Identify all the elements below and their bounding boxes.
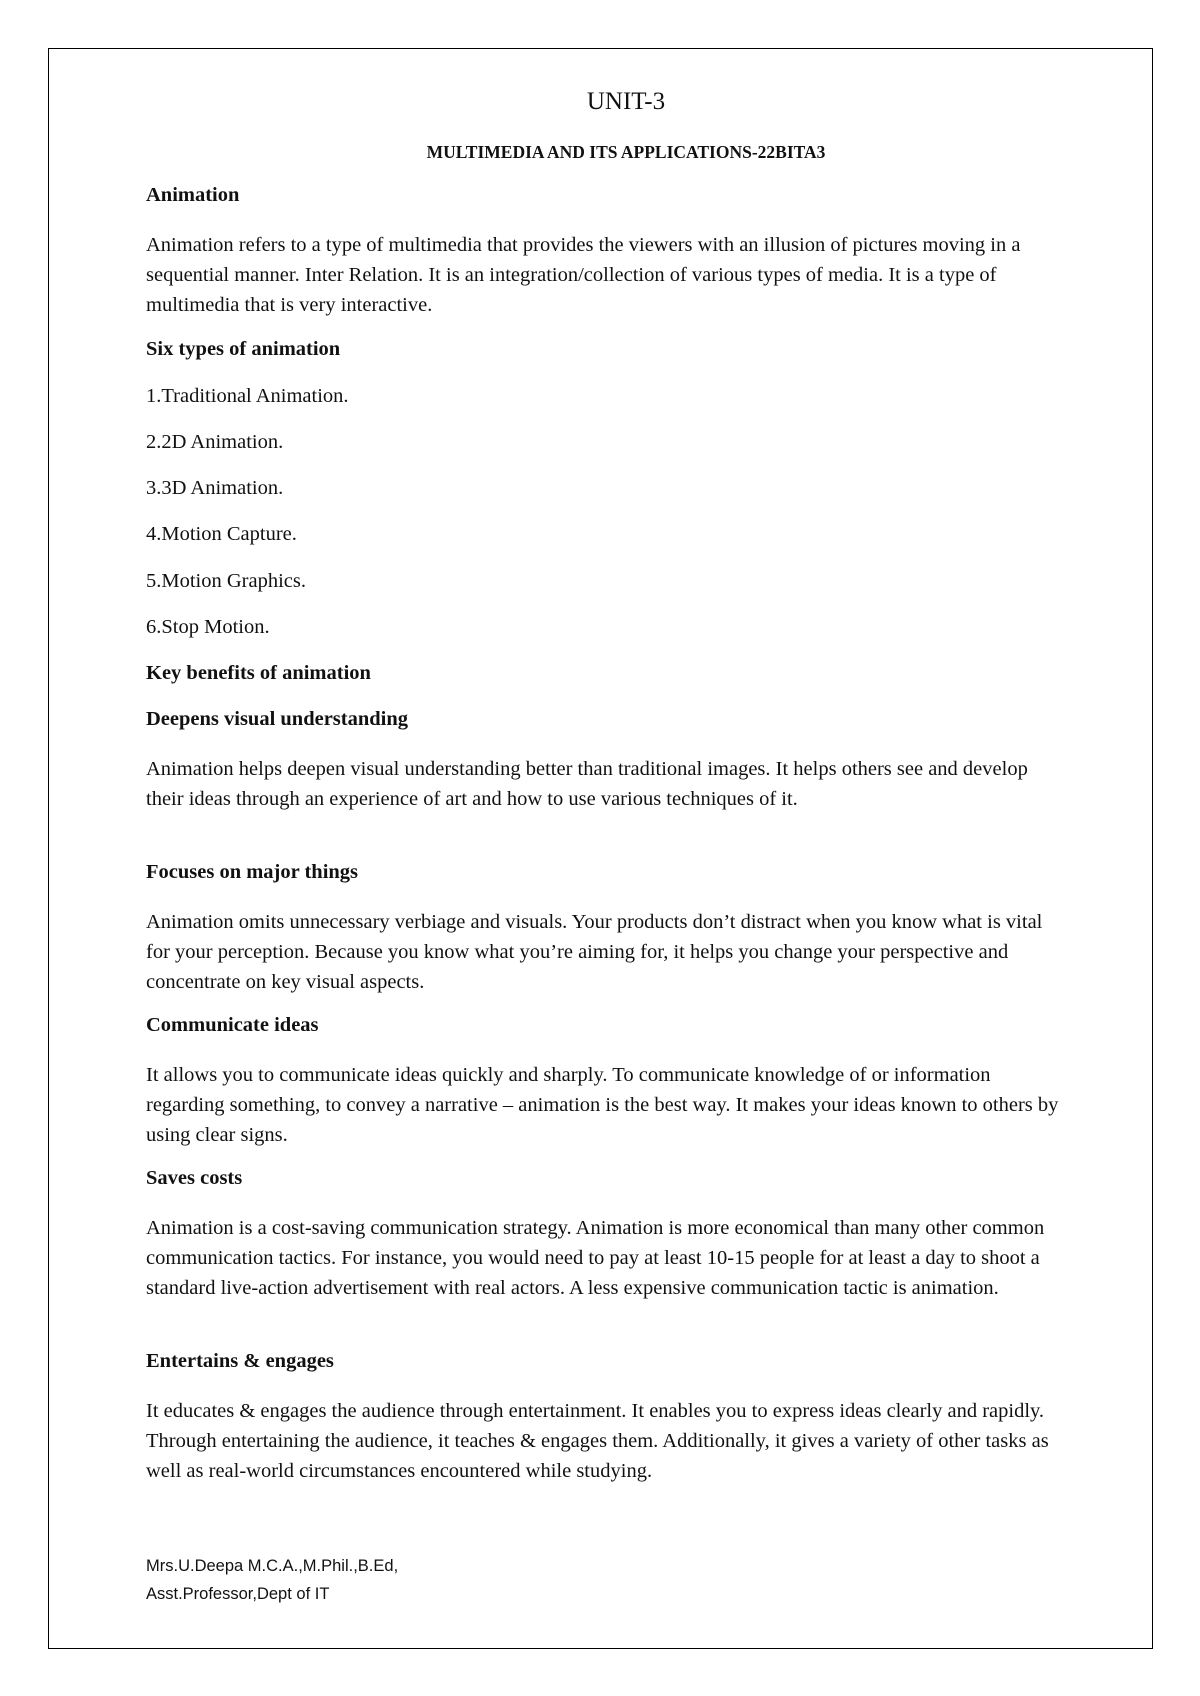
author-designation: Asst.Professor,Dept of IT xyxy=(146,1585,330,1603)
section-heading-visual: Deepens visual understanding xyxy=(146,708,409,730)
list-item: 2.2D Animation. xyxy=(146,431,284,453)
list-item: 5.Motion Graphics. xyxy=(146,570,306,592)
section-heading-focus: Focuses on major things xyxy=(146,861,359,883)
author-name: Mrs.U.Deepa M.C.A.,M.Phil.,B.Ed, xyxy=(146,1557,399,1575)
paragraph-costs: Animation is a cost-saving communication strategy. Animation is more economical than many other common communication tactics. For instance, you would need to pay at least 10-15 people for at least a day to shoot a standard live-action advertisement with real actors. A less expensive communication tactic is animation. xyxy=(146,1217,1045,1299)
list-item: 3.3D Animation. xyxy=(146,477,284,499)
paragraph-entertains: It educates & engages the audience through entertainment. It enables you to express ideas clearly and rapidly. Through entertaining the audience, it teaches & engages them. Additionally, it gives a variety of other tasks as well as real-world circumstances encountered while studying. xyxy=(146,1400,1049,1482)
list-item: 1.Traditional Animation. xyxy=(146,385,349,407)
list-item: 6.Stop Motion. xyxy=(146,616,270,638)
paragraph-visual: Animation helps deepen visual understanding better than traditional images. It helps others see and develop their ideas through an experience of art and how to use various techniques of it. xyxy=(146,758,1028,810)
subject-title: MULTIMEDIA AND ITS APPLICATIONS-22BITA3 xyxy=(426,142,826,162)
paragraph-focus: Animation omits unnecessary verbiage and visuals. Your products don’t distract when you know what is vital for your perception. Because you know what you’re aiming for, it helps you change your perspective and concentrate on key visual aspects. xyxy=(146,911,1043,993)
section-heading-types: Six types of animation xyxy=(146,338,341,360)
list-item: 4.Motion Capture. xyxy=(146,523,297,545)
footer-author xyxy=(146,1552,398,1608)
section-heading-costs: Saves costs xyxy=(146,1167,243,1189)
paragraph-communicate: It allows you to communicate ideas quickly and sharply. To communicate knowledge of or information regarding something, to convey a narrative – animation is the best way. It makes your ideas known to others by using clear signs. xyxy=(146,1064,1059,1146)
paragraph-animation: Animation refers to a type of multimedia that provides the viewers with an illusion of pictures moving in a sequential manner. Inter Relation. It is an integration/collection of various types of media. It is a type of multimedia that is very interactive. xyxy=(146,234,1021,316)
section-heading-communicate: Communicate ideas xyxy=(146,1014,319,1036)
section-heading-entertains: Entertains & engages xyxy=(146,1350,334,1372)
section-heading-benefits: Key benefits of animation xyxy=(146,662,371,684)
unit-title: UNIT-3 xyxy=(586,88,666,115)
section-heading-animation: Animation xyxy=(146,184,240,206)
